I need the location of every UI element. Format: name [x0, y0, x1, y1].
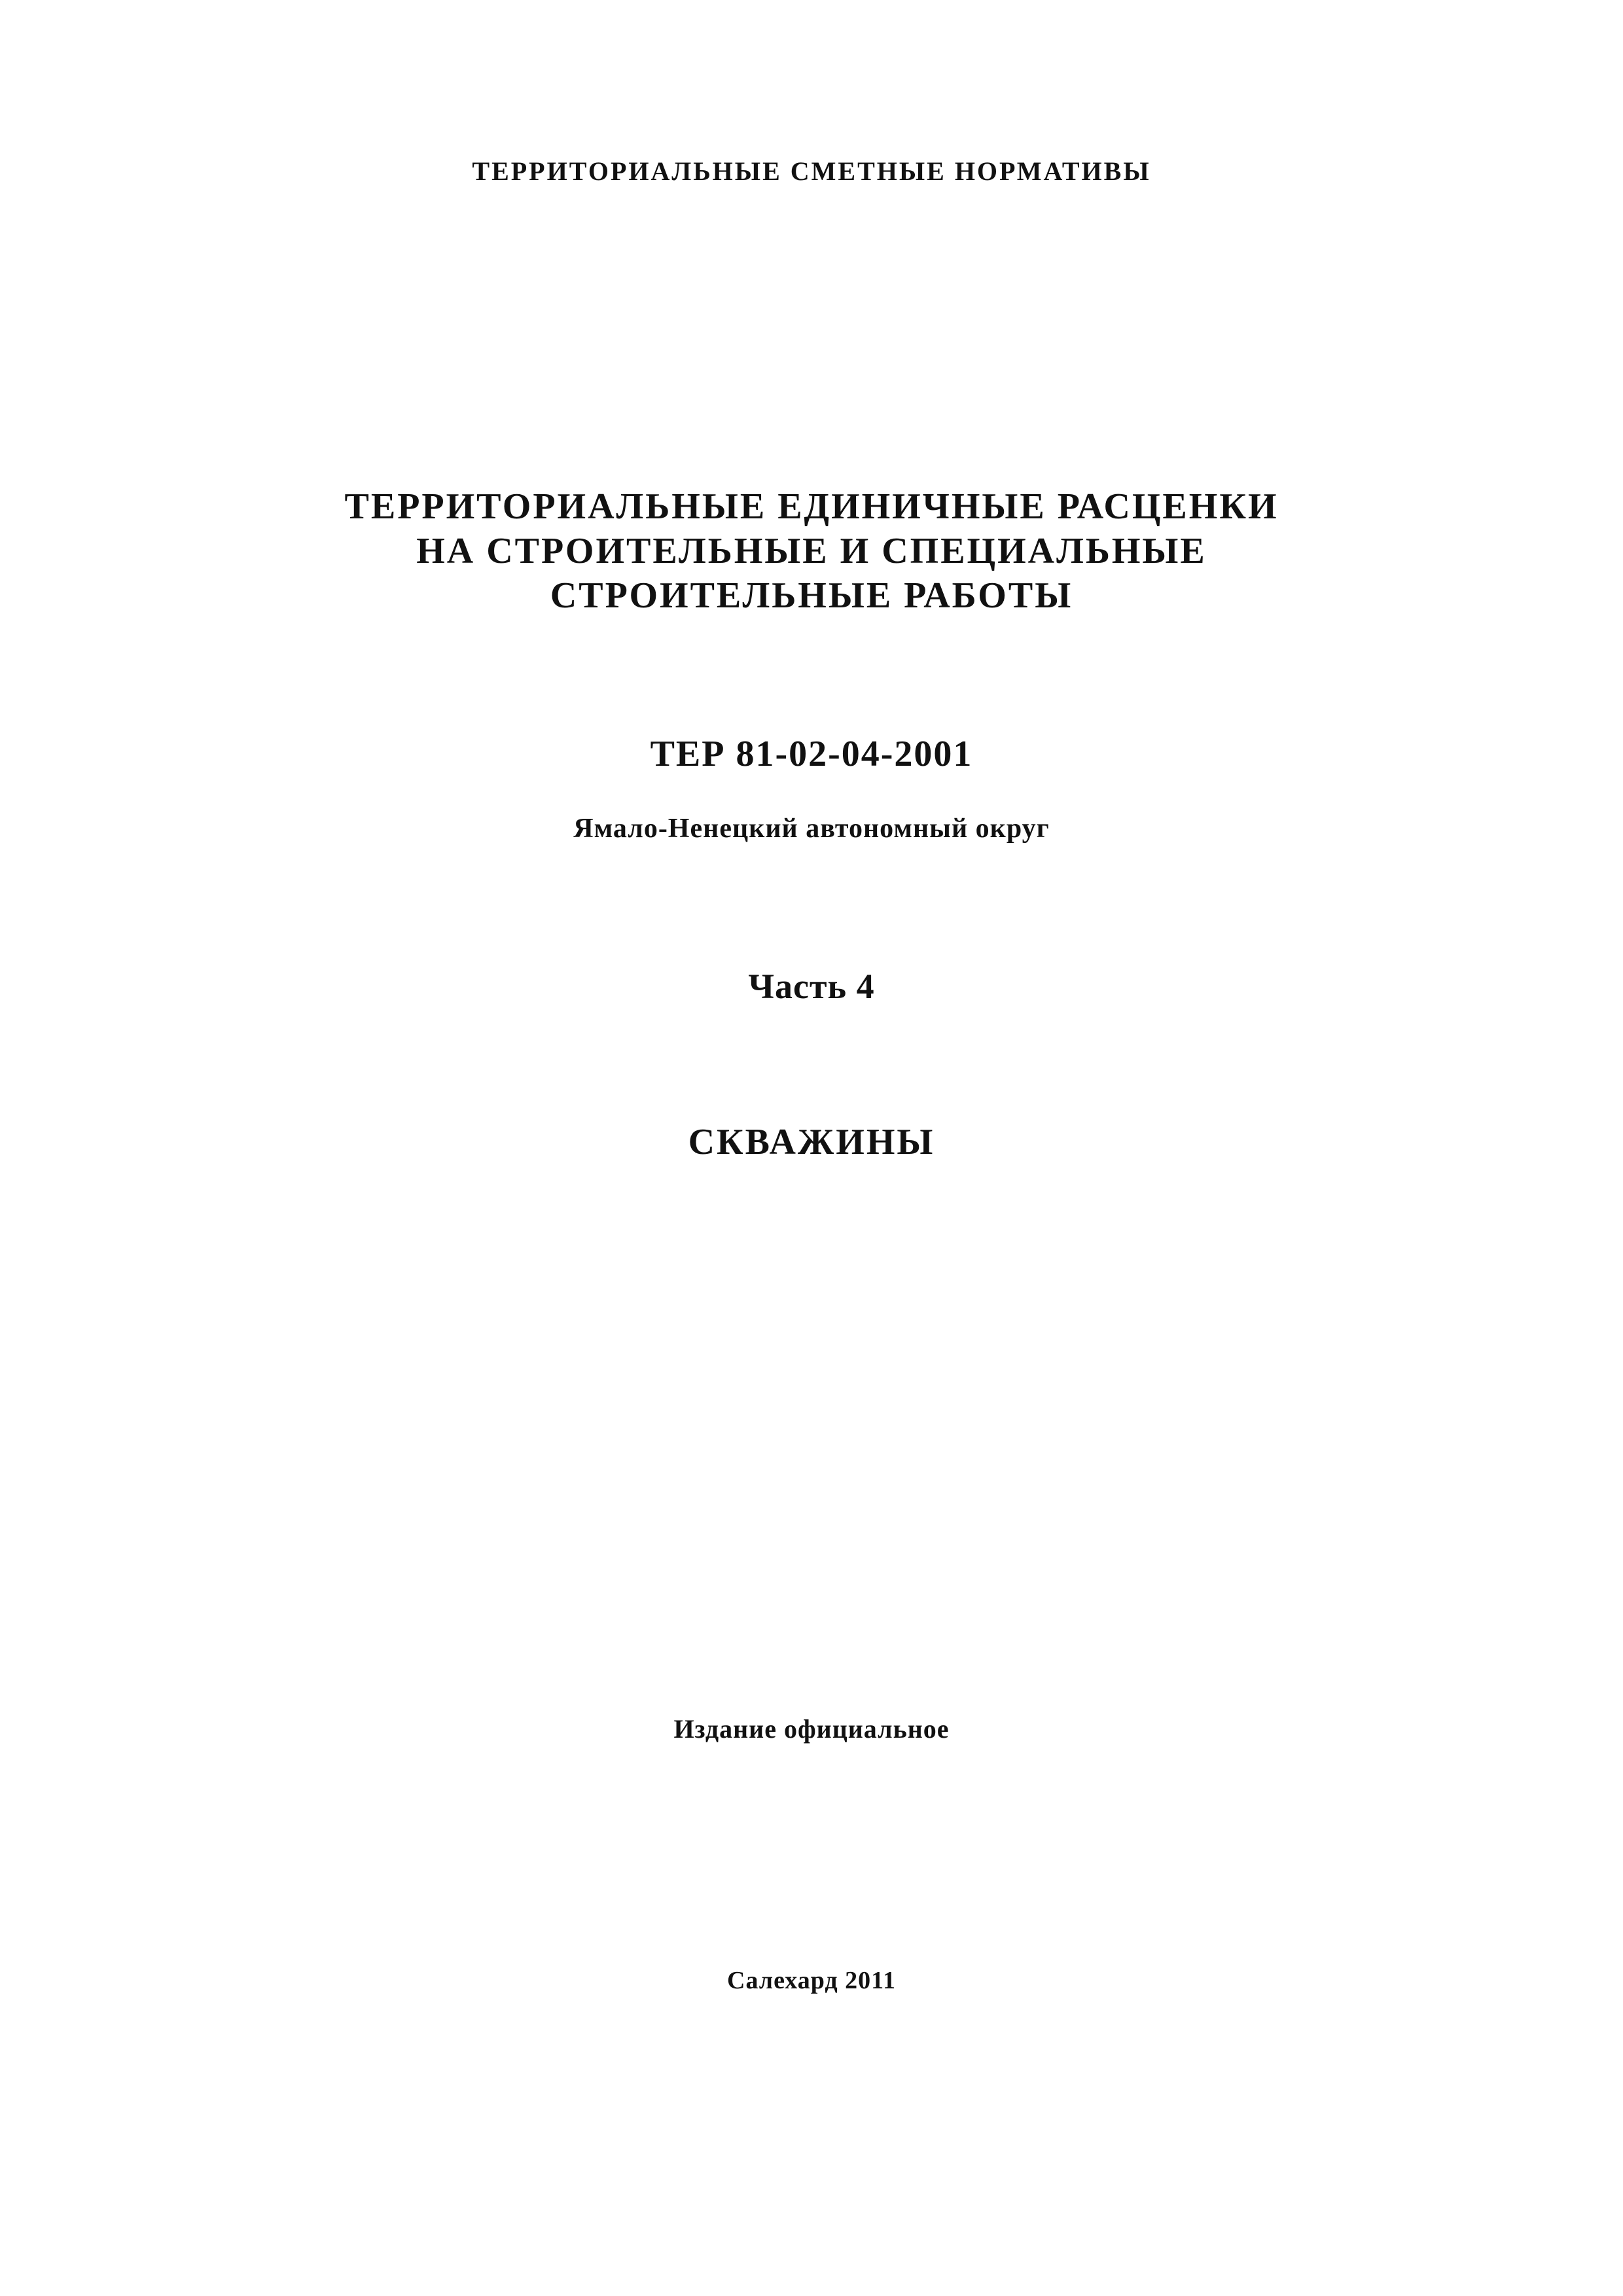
title-line-2: НА СТРОИТЕЛЬНЫЕ И СПЕЦИАЛЬНЫЕ: [416, 531, 1207, 571]
title-line-1: ТЕРРИТОРИАЛЬНЫЕ ЕДИНИЧНЫЕ РАСЦЕНКИ: [344, 486, 1279, 527]
document-code: ТЕР 81-02-04-2001: [650, 734, 973, 774]
place-and-year: Салехард 2011: [727, 1967, 896, 1994]
edition-note: Издание официальное: [673, 1714, 950, 1744]
series-header: ТЕРРИТОРИАЛЬНЫЕ СМЕТНЫЕ НОРМАТИВЫ: [472, 156, 1151, 186]
region-name: Ямало-Ненецкий автономный округ: [573, 814, 1050, 844]
title-line-3: СТРОИТЕЛЬНЫЕ РАБОТЫ: [550, 575, 1073, 616]
part-subject: СКВАЖИНЫ: [688, 1122, 935, 1162]
document-title: [0, 484, 1623, 618]
part-number: Часть 4: [748, 967, 875, 1006]
